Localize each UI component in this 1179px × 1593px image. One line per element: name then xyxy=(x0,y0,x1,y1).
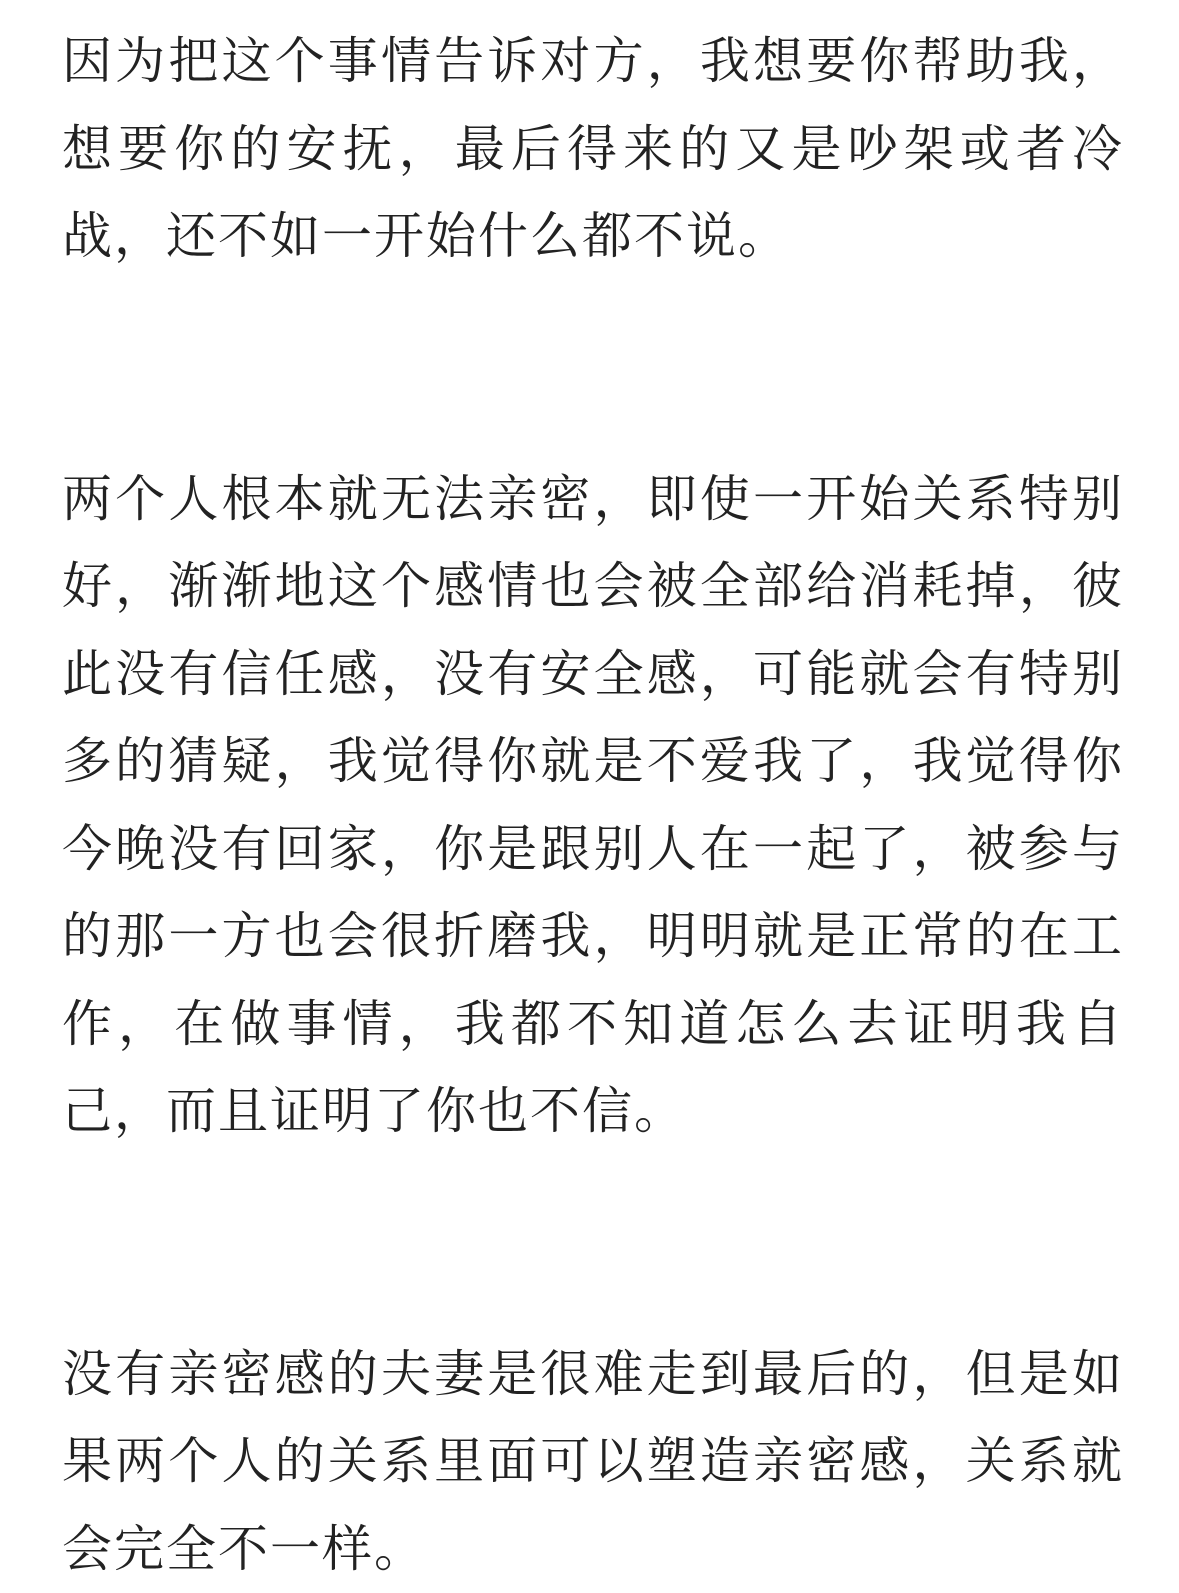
paragraph: 没有亲密感的夫妻是很难走到最后的，但是如果两个人的关系里面可以塑造亲密感，关系就会完全不一样。 xyxy=(62,1331,1124,1593)
article-body xyxy=(62,18,1124,1593)
paragraph: 因为把这个事情告诉对方，我想要你帮助我，想要你的安抚，最后得来的又是吵架或者冷战，还不如一开始什么都不说。 xyxy=(62,18,1124,281)
paragraph-spacer xyxy=(62,1156,1124,1331)
paragraph-spacer xyxy=(62,281,1124,456)
paragraph: 两个人根本就无法亲密，即使一开始关系特别好，渐渐地这个感情也会被全部给消耗掉，彼此没有信任感，没有安全感，可能就会有特别多的猜疑，我觉得你就是不爱我了，我觉得你今晚没有回家，你是跟别人在一起了，被参与的那一方也会很折磨我，明明就是正常的在工作，在做事情，我都不知道怎么去证明我自己，而且证明了你也不信。 xyxy=(62,456,1124,1156)
